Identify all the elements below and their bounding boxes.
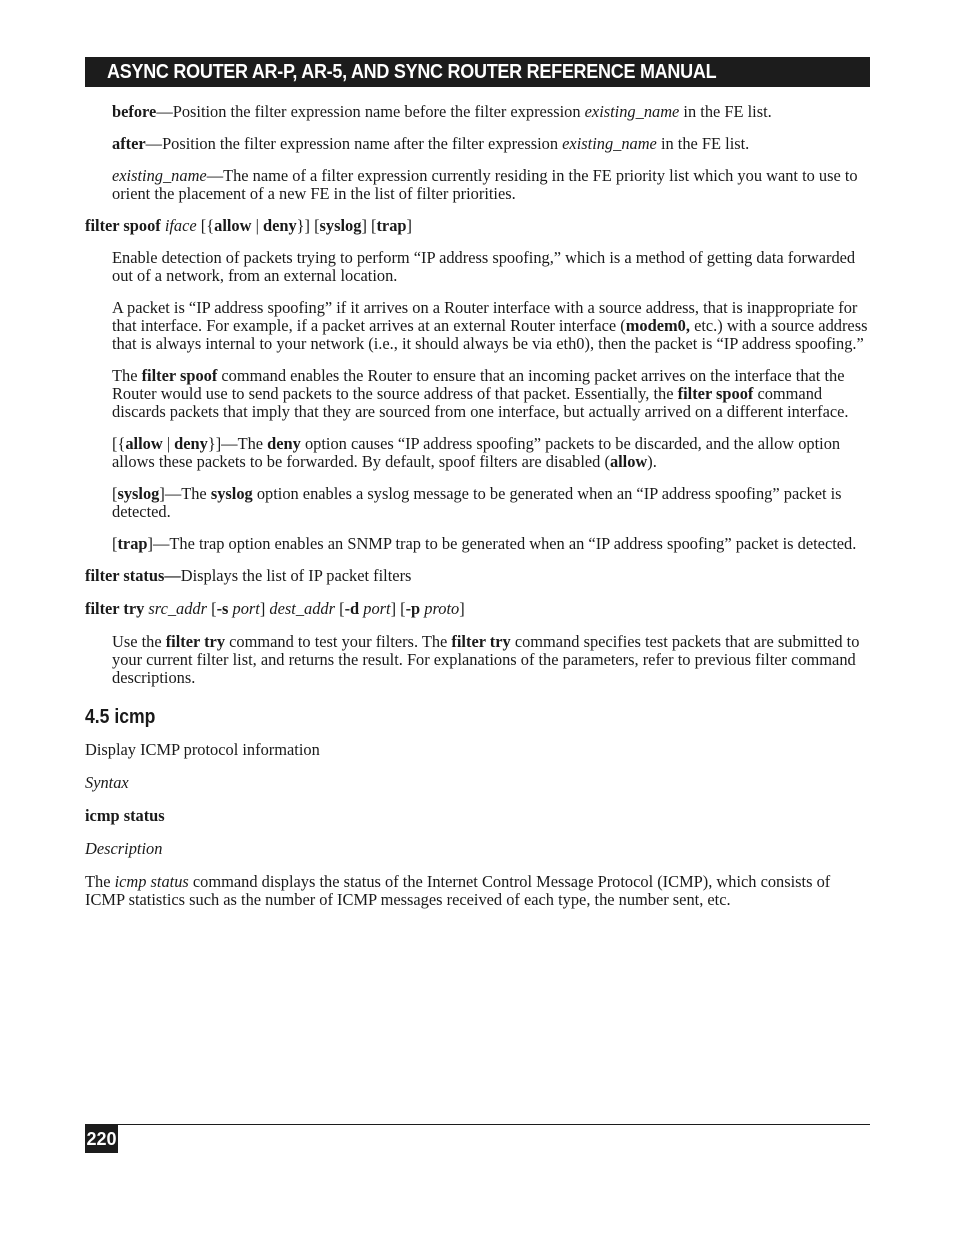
spoof-description-1: Enable detection of packets trying to perform “IP address spoofing,” which is a method of getting data forwarded out of a network, from an external location. — [112, 248, 856, 285]
icmp-syntax-command: icmp status — [85, 806, 165, 825]
icmp-description: The icmp status command displays the status of the Internet Control Message Protocol (ICMP), which consists of ICMP statistics such as the number of ICMP messages received of each type, the number sent, etc. — [85, 872, 831, 909]
allow-deny-option: [{allow | deny}]—The deny option causes “IP address spoofing” packets to be discarded, and the allow option allows these packets to be forwarded. By default, spoof filters are disabled (allow). — [112, 434, 841, 471]
before-option: before—Position the filter expression name before the filter expression existing_name in the FE list. — [112, 102, 772, 121]
filter-spoof-syntax: filter spoof iface [{allow | deny}] [syslog] [trap] — [85, 216, 412, 235]
syslog-option: [syslog]—The syslog option enables a syslog message to be generated when an “IP address spoofing” packet is detected. — [112, 484, 842, 521]
syntax-label: Syntax — [85, 773, 129, 792]
filter-try-description: Use the filter try command to test your filters. The filter try command specifies test packets that are submitted to your current filter list, and returns the result. For explanations of the parameters, refer to previous filter command descriptions. — [112, 632, 860, 687]
spoof-description-3: The filter spoof command enables the Router to ensure that an incoming packet arrives on the interface that the Router would use to send packets to the source address of that packet. Essentially, the filter spoof command discards packets that imply that they are sourced from one interface, but actually arrived on a different interface. — [112, 366, 849, 421]
filter-try-syntax: filter try src_addr [-s port] dest_addr [-d port] [-p proto] — [85, 599, 465, 618]
manual-title: ASYNC ROUTER AR-P, AR-5, AND SYNC ROUTER REFERENCE MANUAL — [107, 61, 717, 83]
spoof-description-2: A packet is “IP address spoofing” if it arrives on a Router interface with a source address, that is inappropriate for that interface. For example, if a packet arrives at an external Router interface (modem0, etc.) with a source address that is always internal to your network (i.e., it should always be via eth0), then the packet is “IP address spoofing.” — [112, 298, 868, 353]
trap-option: [trap]—The trap option enables an SNMP trap to be generated when an “IP address spoofing” packet is detected. — [112, 534, 857, 553]
filter-status-entry: filter status—Displays the list of IP packet filters — [85, 566, 412, 585]
footer-rule — [85, 1124, 870, 1125]
page-content — [85, 103, 870, 909]
page-number: 220 — [85, 1125, 118, 1153]
description-label: Description — [85, 839, 163, 858]
section-heading-icmp: 4.5 icmp — [85, 706, 156, 728]
existing-name-option: existing_name—The name of a filter expression currently residing in the FE priority list which you want to use to orient the placement of a new FE in the list of filter priorities. — [112, 166, 858, 203]
icmp-intro: Display ICMP protocol information — [85, 740, 320, 759]
after-option: after—Position the filter expression name after the filter expression existing_name in the FE list. — [112, 134, 750, 153]
header-bar — [85, 57, 870, 87]
